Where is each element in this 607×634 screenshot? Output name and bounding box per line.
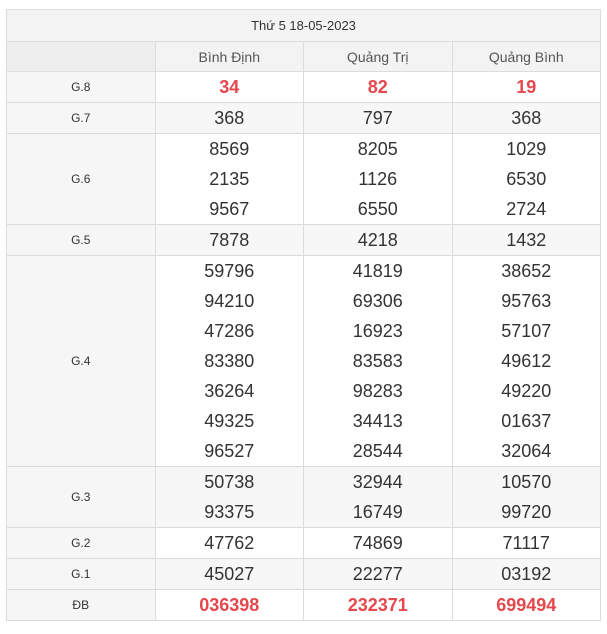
prize-row xyxy=(7,134,601,225)
prize-cell xyxy=(304,225,453,256)
prize-cell xyxy=(452,72,601,103)
prize-number: 32064 xyxy=(501,441,552,461)
prize-number: 19 xyxy=(516,77,537,97)
prize-label: G.1 xyxy=(7,559,156,590)
prize-cell xyxy=(304,528,453,559)
prize-row xyxy=(7,590,601,621)
prize-cell xyxy=(155,559,304,590)
prize-cell xyxy=(304,103,453,134)
prize-number: 47286 xyxy=(204,321,255,341)
prize-number: 96527 xyxy=(204,441,255,461)
prize-number: 8569 xyxy=(209,139,250,159)
prize-number: 2135 xyxy=(209,169,250,189)
prize-number: 41819 xyxy=(352,261,403,281)
prize-cell xyxy=(452,559,601,590)
prize-number: 16923 xyxy=(352,321,403,341)
prize-cell xyxy=(452,134,601,225)
prize-number: 368 xyxy=(214,108,245,128)
prize-number: 47762 xyxy=(204,533,255,553)
prize-label: G.7 xyxy=(7,103,156,134)
prize-cell xyxy=(304,256,453,467)
prize-cell xyxy=(155,467,304,528)
prize-number: 69306 xyxy=(352,291,403,311)
prize-cell xyxy=(452,528,601,559)
prize-number: 036398 xyxy=(199,595,260,615)
prize-number: 59796 xyxy=(204,261,255,281)
prize-number: 1029 xyxy=(506,139,547,159)
prize-number: 1432 xyxy=(506,230,547,250)
prize-number: 16749 xyxy=(352,502,403,522)
prize-number: 6530 xyxy=(506,169,547,189)
prize-cell xyxy=(452,256,601,467)
date-row xyxy=(7,10,601,42)
lottery-results-table-wrapper xyxy=(6,9,601,621)
prize-number: 10570 xyxy=(501,472,552,492)
prize-number: 38652 xyxy=(501,261,552,281)
prize-cell xyxy=(155,103,304,134)
province-header-quang-tri[interactable]: Quảng Trị xyxy=(304,42,453,72)
prize-cell xyxy=(304,559,453,590)
prize-cell xyxy=(452,225,601,256)
prize-number: 50738 xyxy=(204,472,255,492)
prize-row xyxy=(7,256,601,467)
prize-number: 49220 xyxy=(501,381,552,401)
prize-number: 49325 xyxy=(204,411,255,431)
prize-number: 28544 xyxy=(352,441,403,461)
prize-number: 83380 xyxy=(204,351,255,371)
prize-label: G.5 xyxy=(7,225,156,256)
prize-row xyxy=(7,225,601,256)
prize-number: 7878 xyxy=(209,230,250,250)
prize-cell xyxy=(304,590,453,621)
prize-label: G.2 xyxy=(7,528,156,559)
prize-row xyxy=(7,467,601,528)
prize-number: 57107 xyxy=(501,321,552,341)
prize-number: 71117 xyxy=(502,533,550,553)
prize-cell xyxy=(155,590,304,621)
prize-row xyxy=(7,559,601,590)
prize-number: 4218 xyxy=(357,230,398,250)
prize-number: 2724 xyxy=(506,199,547,219)
prize-row xyxy=(7,103,601,134)
prize-label: G.3 xyxy=(7,467,156,528)
prize-number: 01637 xyxy=(501,411,552,431)
lottery-results-table xyxy=(6,9,601,621)
header-corner xyxy=(7,42,156,72)
prize-cell xyxy=(155,256,304,467)
prize-number: 22277 xyxy=(352,564,403,584)
prize-number: 99720 xyxy=(501,502,552,522)
prize-cell xyxy=(155,225,304,256)
date-title: Thứ 5 18-05-2023 xyxy=(7,10,601,42)
prize-number: 8205 xyxy=(357,139,398,159)
prize-number: 95763 xyxy=(501,291,552,311)
prize-label: G.8 xyxy=(7,72,156,103)
prize-number: 74869 xyxy=(352,533,403,553)
prize-label: G.6 xyxy=(7,134,156,225)
prize-label: ĐB xyxy=(7,590,156,621)
prize-row xyxy=(7,72,601,103)
prize-cell xyxy=(155,134,304,225)
prize-row xyxy=(7,528,601,559)
prize-cell xyxy=(155,528,304,559)
prize-number: 6550 xyxy=(357,199,398,219)
prize-number: 797 xyxy=(362,108,393,128)
prize-cell xyxy=(304,134,453,225)
prize-cell xyxy=(452,590,601,621)
province-header-binh-dinh[interactable]: Bình Định xyxy=(155,42,304,72)
prize-cell xyxy=(452,103,601,134)
province-header-row xyxy=(7,42,601,72)
prize-cell xyxy=(304,72,453,103)
prize-number: 34 xyxy=(219,77,240,97)
prize-number: 32944 xyxy=(352,472,403,492)
prize-cell xyxy=(304,467,453,528)
prize-number: 49612 xyxy=(501,351,552,371)
prize-number: 368 xyxy=(511,108,542,128)
prize-number: 699494 xyxy=(496,595,557,615)
prize-cell xyxy=(452,467,601,528)
prize-cell xyxy=(155,72,304,103)
prize-label: G.4 xyxy=(7,256,156,467)
prize-number: 9567 xyxy=(209,199,250,219)
prize-number: 45027 xyxy=(204,564,255,584)
prize-number: 98283 xyxy=(352,381,403,401)
prize-number: 03192 xyxy=(501,564,552,584)
prize-number: 36264 xyxy=(204,381,255,401)
province-header-quang-binh[interactable]: Quảng Bình xyxy=(452,42,601,72)
prize-number: 232371 xyxy=(347,595,408,615)
prize-number: 94210 xyxy=(204,291,255,311)
prize-number: 1126 xyxy=(358,169,398,189)
prize-number: 34413 xyxy=(352,411,403,431)
prize-number: 83583 xyxy=(352,351,403,371)
prize-number: 82 xyxy=(367,77,388,97)
prize-number: 93375 xyxy=(204,502,255,522)
